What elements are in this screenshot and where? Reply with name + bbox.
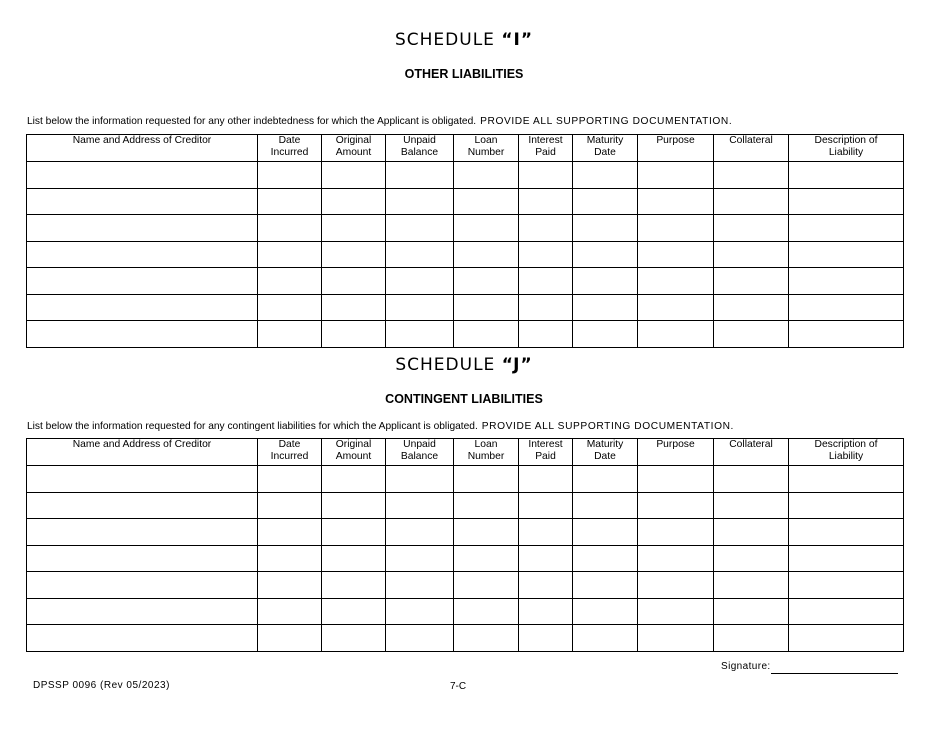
table-header-row (27, 135, 904, 162)
schedule-i-title: SCHEDULE “I” (394, 30, 533, 50)
column-header-line: Interest (528, 439, 563, 450)
table-row (27, 241, 904, 268)
entry-cell[interactable] (386, 545, 454, 572)
entry-cell[interactable] (789, 492, 904, 519)
entry-cell[interactable] (258, 215, 322, 242)
table-row (27, 572, 904, 599)
entry-cell[interactable] (638, 188, 714, 215)
entry-cell[interactable] (258, 492, 322, 519)
entry-cell[interactable] (573, 321, 638, 348)
column-header-line: Paid (535, 450, 556, 462)
entry-cell[interactable] (638, 294, 714, 321)
entry-cell[interactable] (27, 321, 258, 348)
entry-cell[interactable] (638, 268, 714, 295)
entry-cell[interactable] (789, 294, 904, 321)
column-header-line: Collateral (729, 135, 773, 146)
column-header (27, 439, 258, 466)
entry-cell[interactable] (519, 294, 573, 321)
entry-cell[interactable] (714, 215, 789, 242)
column-header (386, 439, 454, 466)
entry-cell[interactable] (27, 598, 258, 625)
entry-cell[interactable] (454, 598, 519, 625)
signature-line[interactable] (771, 673, 898, 674)
entry-cell[interactable] (386, 294, 454, 321)
column-header (322, 439, 386, 466)
entry-cell[interactable] (322, 492, 386, 519)
table-header-row (27, 439, 904, 466)
column-header-line: Balance (400, 450, 439, 462)
entry-cell[interactable] (258, 519, 322, 546)
entry-cell[interactable] (714, 545, 789, 572)
column-header (386, 135, 454, 162)
entry-cell[interactable] (27, 545, 258, 572)
entry-cell[interactable] (573, 598, 638, 625)
schedule-j-title: SCHEDULE “J” (395, 355, 533, 375)
entry-cell[interactable] (519, 466, 573, 493)
entry-cell[interactable] (789, 519, 904, 546)
entry-cell[interactable] (258, 625, 322, 652)
column-header (638, 439, 714, 466)
entry-cell[interactable] (386, 466, 454, 493)
entry-cell[interactable] (386, 321, 454, 348)
schedule-i-section-title: OTHER LIABILITIES (404, 67, 524, 81)
entry-cell[interactable] (714, 162, 789, 189)
entry-cell[interactable] (454, 215, 519, 242)
entry-cell[interactable] (714, 492, 789, 519)
column-header-line: Interest (528, 135, 563, 146)
entry-cell[interactable] (789, 321, 904, 348)
entry-cell[interactable] (519, 321, 573, 348)
entry-cell[interactable] (322, 598, 386, 625)
entry-cell[interactable] (714, 519, 789, 546)
entry-cell[interactable] (714, 188, 789, 215)
entry-cell[interactable] (27, 268, 258, 295)
entry-cell[interactable] (789, 241, 904, 268)
entry-cell[interactable] (454, 321, 519, 348)
column-header-line: Incurred (270, 146, 309, 158)
entry-cell[interactable] (386, 188, 454, 215)
entry-cell[interactable] (258, 321, 322, 348)
entry-cell[interactable] (573, 162, 638, 189)
entry-cell[interactable] (454, 162, 519, 189)
column-header-line: Number (467, 146, 505, 158)
entry-cell[interactable] (322, 162, 386, 189)
entry-cell[interactable] (519, 215, 573, 242)
entry-cell[interactable] (454, 268, 519, 295)
entry-cell[interactable] (322, 294, 386, 321)
column-header-line: Liability (828, 450, 864, 462)
entry-cell[interactable] (322, 572, 386, 599)
entry-cell[interactable] (322, 519, 386, 546)
entry-cell[interactable] (386, 572, 454, 599)
entry-cell[interactable] (454, 545, 519, 572)
entry-cell[interactable] (714, 466, 789, 493)
entry-cell[interactable] (27, 572, 258, 599)
entry-cell[interactable] (519, 241, 573, 268)
column-header-line: Balance (400, 146, 439, 158)
column-header (454, 439, 519, 466)
entry-cell[interactable] (519, 598, 573, 625)
column-header-line: Liability (828, 146, 864, 158)
entry-cell[interactable] (27, 241, 258, 268)
entry-cell[interactable] (454, 466, 519, 493)
column-header-line: Maturity (586, 135, 624, 146)
entry-cell[interactable] (789, 598, 904, 625)
column-header (454, 135, 519, 162)
entry-cell[interactable] (573, 268, 638, 295)
entry-cell[interactable] (573, 519, 638, 546)
entry-cell[interactable] (789, 268, 904, 295)
entry-cell[interactable] (322, 188, 386, 215)
entry-cell[interactable] (573, 492, 638, 519)
table-row (27, 268, 904, 295)
entry-cell[interactable] (27, 492, 258, 519)
entry-cell[interactable] (789, 162, 904, 189)
column-header-line: Number (467, 450, 505, 462)
contingent-liabilities-table (26, 438, 904, 652)
column-header (789, 439, 904, 466)
entry-cell[interactable] (638, 545, 714, 572)
column-header-line: Purpose (656, 439, 695, 450)
table-row (27, 215, 904, 242)
column-header (789, 135, 904, 162)
entry-cell[interactable] (573, 188, 638, 215)
entry-cell[interactable] (638, 625, 714, 652)
entry-cell[interactable] (519, 188, 573, 215)
column-header-line: Name and Address of Creditor (72, 439, 212, 450)
column-header (258, 439, 322, 466)
entry-cell[interactable] (573, 572, 638, 599)
other-liabilities-table (26, 134, 904, 348)
entry-cell[interactable] (789, 215, 904, 242)
entry-cell[interactable] (258, 241, 322, 268)
column-header-line: Maturity (586, 439, 624, 450)
entry-cell[interactable] (454, 241, 519, 268)
entry-cell[interactable] (386, 241, 454, 268)
entry-cell[interactable] (714, 572, 789, 599)
column-header-line: Original (335, 135, 372, 146)
column-header (258, 135, 322, 162)
column-header-line: Incurred (270, 450, 309, 462)
signature-label: Signature: (721, 661, 771, 672)
column-header-line: Date (594, 450, 616, 462)
table-row (27, 545, 904, 572)
entry-cell[interactable] (454, 625, 519, 652)
schedule-i-instructions: List below the information requested for any other indebtedness for which the Applicant is obligated. PROVIDE ALL SUPPORTING DOCUMENTATION. (27, 116, 733, 127)
entry-cell[interactable] (322, 545, 386, 572)
column-header-line: Paid (535, 146, 556, 158)
entry-cell[interactable] (789, 572, 904, 599)
column-header (714, 135, 789, 162)
column-header-line: Date (594, 146, 616, 158)
table-row (27, 188, 904, 215)
table-row (27, 519, 904, 546)
entry-cell[interactable] (454, 492, 519, 519)
column-header-line: Unpaid (403, 135, 436, 146)
entry-cell[interactable] (714, 241, 789, 268)
entry-cell[interactable] (258, 294, 322, 321)
entry-cell[interactable] (322, 268, 386, 295)
entry-cell[interactable] (789, 545, 904, 572)
entry-cell[interactable] (638, 162, 714, 189)
entry-cell[interactable] (27, 215, 258, 242)
entry-cell[interactable] (638, 492, 714, 519)
column-header (322, 135, 386, 162)
table-row (27, 492, 904, 519)
entry-cell[interactable] (322, 241, 386, 268)
entry-cell[interactable] (386, 598, 454, 625)
entry-cell[interactable] (258, 188, 322, 215)
table-row (27, 294, 904, 321)
column-header-line: Original (335, 439, 372, 450)
entry-cell[interactable] (638, 241, 714, 268)
column-header-line: Description of (814, 439, 878, 450)
column-header-line: Loan (474, 439, 498, 450)
entry-cell[interactable] (258, 598, 322, 625)
column-header (519, 135, 573, 162)
column-header-line: Amount (335, 450, 372, 462)
entry-cell[interactable] (27, 162, 258, 189)
entry-cell[interactable] (258, 466, 322, 493)
entry-cell[interactable] (258, 572, 322, 599)
entry-cell[interactable] (519, 545, 573, 572)
entry-cell[interactable] (714, 268, 789, 295)
entry-cell[interactable] (519, 572, 573, 599)
entry-cell[interactable] (454, 294, 519, 321)
column-header-line: Date (278, 135, 301, 146)
table-row (27, 598, 904, 625)
entry-cell[interactable] (573, 545, 638, 572)
table-row (27, 466, 904, 493)
entry-cell[interactable] (258, 268, 322, 295)
schedule-j-instructions: List below the information requested for any contingent liabilities for which the Applicant is obligated. PROVIDE ALL SUPPORTING DOCUMENTATION. (27, 421, 734, 432)
entry-cell[interactable] (322, 625, 386, 652)
entry-cell[interactable] (789, 188, 904, 215)
entry-cell[interactable] (258, 545, 322, 572)
entry-cell[interactable] (27, 625, 258, 652)
entry-cell[interactable] (638, 215, 714, 242)
entry-cell[interactable] (573, 466, 638, 493)
column-header (714, 439, 789, 466)
entry-cell[interactable] (322, 466, 386, 493)
entry-cell[interactable] (454, 188, 519, 215)
entry-cell[interactable] (454, 572, 519, 599)
entry-cell[interactable] (638, 572, 714, 599)
entry-cell[interactable] (519, 492, 573, 519)
entry-cell[interactable] (386, 519, 454, 546)
entry-cell[interactable] (714, 598, 789, 625)
column-header (573, 439, 638, 466)
form-id: DPSSP 0096 (Rev 05/2023) (33, 680, 170, 691)
column-header-line: Unpaid (403, 439, 436, 450)
entry-cell[interactable] (573, 215, 638, 242)
entry-cell[interactable] (386, 268, 454, 295)
entry-cell[interactable] (789, 466, 904, 493)
entry-cell[interactable] (519, 625, 573, 652)
entry-cell[interactable] (454, 519, 519, 546)
entry-cell[interactable] (386, 162, 454, 189)
entry-cell[interactable] (519, 268, 573, 295)
column-header-line: Collateral (729, 439, 773, 450)
entry-cell[interactable] (519, 519, 573, 546)
entry-cell[interactable] (638, 466, 714, 493)
column-header-line: Description of (814, 135, 878, 146)
table-row (27, 625, 904, 652)
column-header-line: Purpose (656, 135, 695, 146)
page-number: 7-C (450, 681, 467, 692)
column-header (519, 439, 573, 466)
entry-cell[interactable] (386, 625, 454, 652)
column-header-line: Loan (474, 135, 498, 146)
column-header-line: Name and Address of Creditor (72, 135, 212, 146)
column-header-line: Date (278, 439, 301, 450)
entry-cell[interactable] (322, 215, 386, 242)
entry-cell[interactable] (638, 519, 714, 546)
column-header (27, 135, 258, 162)
entry-cell[interactable] (638, 321, 714, 348)
entry-cell[interactable] (27, 519, 258, 546)
entry-cell[interactable] (519, 162, 573, 189)
entry-cell[interactable] (573, 294, 638, 321)
entry-cell[interactable] (27, 294, 258, 321)
schedule-j-section-title: CONTINGENT LIABILITIES (385, 392, 543, 406)
entry-cell[interactable] (573, 241, 638, 268)
table-row (27, 321, 904, 348)
entry-cell[interactable] (789, 625, 904, 652)
table-row (27, 162, 904, 189)
entry-cell[interactable] (714, 625, 789, 652)
entry-cell[interactable] (322, 321, 386, 348)
entry-cell[interactable] (258, 162, 322, 189)
entry-cell[interactable] (573, 625, 638, 652)
column-header-line: Amount (335, 146, 372, 158)
column-header (573, 135, 638, 162)
entry-cell[interactable] (386, 215, 454, 242)
entry-cell[interactable] (386, 492, 454, 519)
entry-cell[interactable] (27, 466, 258, 493)
column-header (638, 135, 714, 162)
entry-cell[interactable] (714, 294, 789, 321)
entry-cell[interactable] (714, 321, 789, 348)
entry-cell[interactable] (27, 188, 258, 215)
entry-cell[interactable] (638, 598, 714, 625)
